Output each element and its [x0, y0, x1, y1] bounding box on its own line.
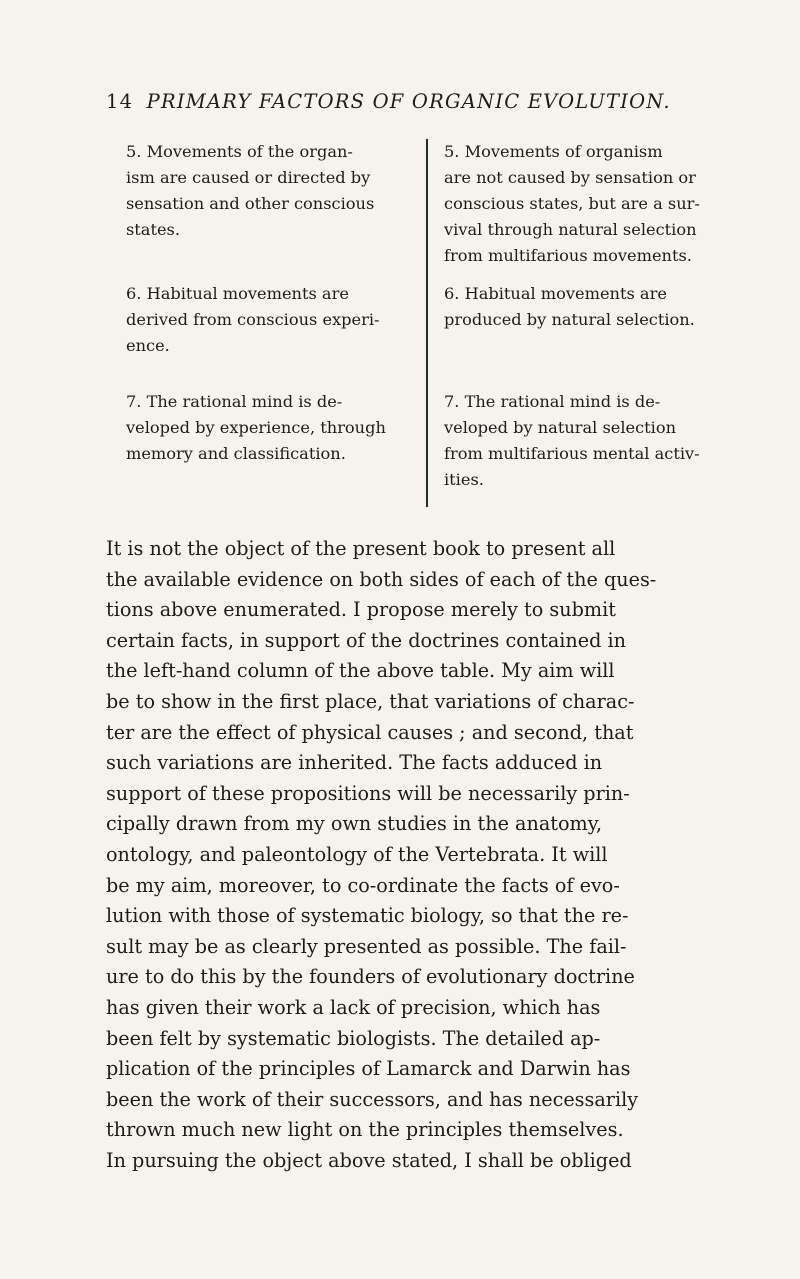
text-line: sult may be as clearly presented as possible. The fail- — [106, 934, 627, 958]
text-line: such variations are inherited. The facts adduced in — [106, 751, 603, 775]
text-line: thrown much new light on the principles themselves. — [106, 1118, 624, 1142]
text-line: ism are caused or directed by — [126, 168, 371, 187]
text-line: derived from conscious experi- — [126, 310, 380, 329]
text-line: plication of the principles of Lamarck and Darwin has — [106, 1057, 631, 1081]
text-line: cipally drawn from my own studies in the anatomy, — [106, 812, 603, 836]
text-line: from multifarious mental activ- — [444, 444, 700, 463]
left-entry-7 — [126, 389, 386, 467]
text-line: are not caused by sensation or — [444, 168, 696, 187]
left-entry-6 — [126, 281, 380, 359]
running-title: PRIMARY FACTORS OF ORGANIC EVOLUTION. — [146, 90, 671, 113]
text-line: sensation and other conscious — [126, 194, 375, 213]
text-line: 7. The rational mind is de- — [126, 392, 343, 411]
text-line: from multifarious movements. — [444, 246, 692, 265]
text-line: vival through natural selection — [444, 220, 697, 239]
column-divider — [426, 139, 428, 507]
text-line: states. — [126, 220, 181, 239]
text-line: ter are the effect of physical causes ; and second, that — [106, 720, 634, 744]
text-line: 6. Habitual movements are — [444, 284, 667, 303]
text-line: veloped by natural selection — [444, 418, 677, 437]
text-line: ontology, and paleontology of the Vertebrata. It will — [106, 842, 608, 866]
text-line: ure to do this by the founders of evolutionary doctrine — [106, 965, 635, 989]
text-line: has given their work a lack of precision, which has — [106, 995, 601, 1019]
text-line: produced by natural selection. — [444, 310, 695, 329]
right-entry-7 — [444, 389, 700, 493]
text-line: 5. Movements of organism — [444, 142, 663, 161]
text-line: ities. — [444, 470, 484, 489]
text-line: ence. — [126, 336, 170, 355]
right-entry-6 — [444, 281, 695, 333]
text-line: been felt by systematic biologists. The detailed ap- — [106, 1026, 601, 1050]
right-entry-5 — [444, 139, 700, 269]
text-line: support of these propositions will be necessarily prin- — [106, 781, 630, 805]
text-line: 6. Habitual movements are — [126, 284, 349, 303]
text-line: veloped by experience, through — [126, 418, 386, 437]
text-line: the available evidence on both sides of each of the ques- — [106, 567, 657, 591]
text-line: In pursuing the object above stated, I shall be obliged — [106, 1148, 632, 1172]
text-line: the left-hand column of the above table. My aim will — [106, 659, 615, 683]
page-number: 14 — [106, 90, 134, 113]
text-line: lution with those of systematic biology, so that the re- — [106, 904, 629, 928]
text-line: conscious states, but are a sur- — [444, 194, 700, 213]
text-line: It is not the object of the present book to present all — [106, 537, 616, 560]
text-line: tions above enumerated. I propose merely to submit — [106, 598, 616, 622]
text-line: 7. The rational mind is de- — [444, 392, 661, 411]
running-header — [106, 90, 671, 113]
text-line: certain facts, in support of the doctrines contained in — [106, 628, 627, 652]
text-line: be my aim, moreover, to co-ordinate the facts of evo- — [106, 873, 620, 897]
text-line: memory and classification. — [126, 444, 346, 463]
text-line: 5. Movements of the organ- — [126, 142, 353, 161]
text-line: been the work of their successors, and has necessarily — [106, 1087, 639, 1111]
body-paragraph — [106, 534, 756, 1176]
text-line: be to show in the first place, that variations of charac- — [106, 689, 635, 713]
left-entry-5 — [126, 139, 374, 243]
